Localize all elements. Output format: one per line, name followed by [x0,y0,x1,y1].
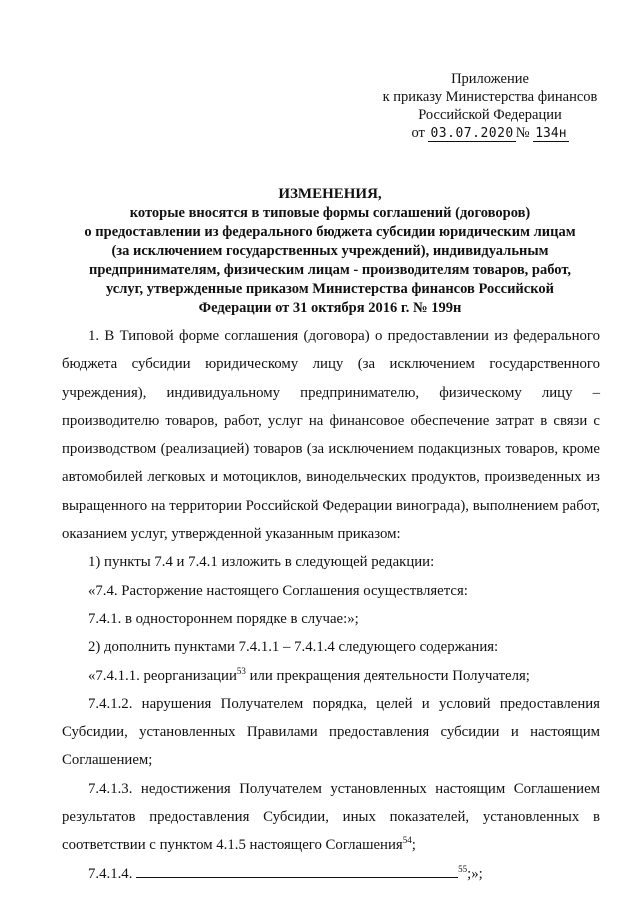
footnote-ref-53: 53 [236,665,246,676]
number-sign: № [515,125,530,141]
paragraph-7: 7.4.1.2. нарушения Получателем порядка, целей и условий предоставления Субсидии, установленных Правилами предоставления субсидии и настоящим Соглашением; [62,695,600,769]
appendix-order-ref: к приказу Министерства финансов [382,89,598,105]
document-title [60,185,600,318]
title-line: которые вносятся в типовые формы соглашений (договоров) [129,205,531,221]
document-body [62,322,600,888]
date-prefix: от [411,125,425,141]
title-line: услуг, утвержденные приказом Министерства финансов Российской [105,281,554,297]
order-date: 03.07.2020 [430,126,514,141]
footnote-ref-55: 55 [458,863,468,874]
paragraph-6-text: «7.4.1.1. реорганизации [88,667,237,684]
title-line: (за исключением государственных учреждений), индивидуальным [111,243,549,259]
blank-fill-line [136,863,458,878]
paragraph-9 [62,860,600,888]
appendix-header [370,70,610,143]
title-line: Федерации от 31 октября 2016 г. № 199н [198,300,462,316]
appendix-country: Российской Федерации [418,107,562,123]
title-heading: ИЗМЕНЕНИЯ, [278,186,382,202]
paragraph-4: 7.4.1. в одностороннем порядке в случае:»; [88,610,359,627]
paragraph-8-text-end: ; [411,837,416,854]
appendix-date-line [370,124,610,143]
paragraph-9-text-end: ;»; [467,865,483,882]
paragraph-6-text-end: или прекращения деятельности Получателя; [245,667,530,684]
order-number: 134н [535,126,567,141]
paragraph-5: 2) дополнить пунктами 7.4.1.1 – 7.4.1.4 следующего содержания: [88,639,499,656]
title-line: предпринимателям, физическим лицам - производителям товаров, работ, [88,262,572,278]
paragraph-3: «7.4. Расторжение настоящего Соглашения осуществляется: [88,582,468,599]
footnote-ref-54: 54 [402,835,412,846]
appendix-title: Приложение [451,71,529,87]
paragraph-2: 1) пункты 7.4 и 7.4.1 изложить в следующей редакции: [88,554,435,571]
paragraph-9-text: 7.4.1.4. [88,865,137,882]
paragraph-8 [62,775,600,860]
paragraph-8-text: 7.4.1.3. недостижения Получателем установленных настоящим Соглашением результатов предоставления Субсидии, иных показателей, установленных в соответствии с пунктом 4.1.5 настоящего Соглашения [62,780,600,854]
paragraph-6 [62,662,600,690]
paragraph-1: 1. В Типовой форме соглашения (договора) о предоставлении из федерального бюджета субсидии юридическому лицу (за исключением государственного учреждения), индивидуальному предпринимателю, физическому лицу – производителю товаров, работ, услуг на финансовое обеспечение затрат в связи с производством (реализацией) товаров (за исключением подакцизных товаров, кроме автомобилей легковых и мотоциклов, винодельческих продуктов, произведенных из выращенного на территории Российской Федерации винограда), выполнением работ, оказанием услуг, утвержденной указанным приказом: [62,328,600,543]
title-line: о предоставлении из федерального бюджета субсидии юридическим лицам [84,224,576,240]
